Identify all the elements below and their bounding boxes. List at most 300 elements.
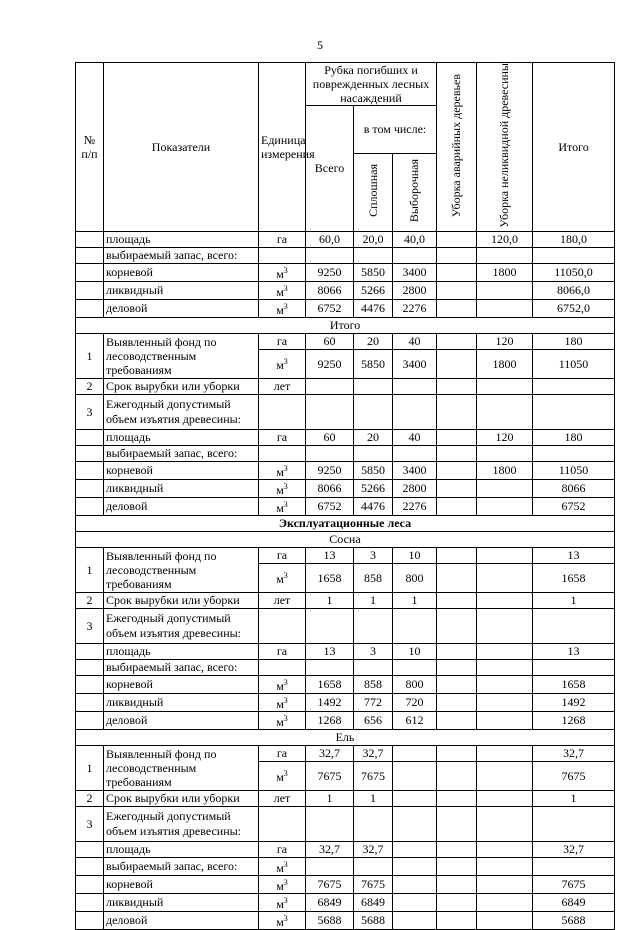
value-cell [533, 394, 615, 429]
value-cell: 11050 [533, 461, 615, 479]
label-cell: выбираемый запас, всего: [104, 445, 259, 461]
value-cell [393, 790, 437, 806]
value-cell: 8066 [533, 479, 615, 497]
value-cell: 7675 [354, 761, 393, 790]
value-cell: 120 [477, 429, 533, 445]
label-cell: выбираемый запас, всего: [104, 659, 259, 675]
unit-cell: га [259, 643, 306, 659]
unit-cell: $м^3$ [259, 479, 306, 497]
value-cell [437, 429, 477, 445]
value-cell: 4476 [354, 299, 393, 317]
value-cell: 7675 [354, 875, 393, 893]
value-cell [437, 659, 477, 675]
value-cell: 3400 [393, 461, 437, 479]
value-cell [306, 394, 354, 429]
num-cell: 1 [76, 333, 104, 378]
unit-cell: $м^3$ [259, 675, 306, 693]
table-row [76, 806, 615, 841]
value-cell [393, 745, 437, 761]
table-row [76, 608, 615, 643]
unit-cell: $м^3$ [259, 461, 306, 479]
value-cell: 20 [354, 333, 393, 349]
value-cell [437, 378, 477, 394]
value-cell [437, 349, 477, 378]
value-cell [533, 806, 615, 841]
value-cell: 7675 [533, 875, 615, 893]
value-cell: 1492 [306, 693, 354, 711]
unit-cell: $м^3$ [259, 693, 306, 711]
value-cell: 6752 [306, 497, 354, 515]
value-cell [477, 841, 533, 857]
header-including: в том числе: [354, 106, 437, 154]
header-clear: Сплошная [354, 153, 393, 231]
value-cell [437, 479, 477, 497]
unit-cell: лет [259, 592, 306, 608]
num-cell [76, 461, 104, 479]
value-cell: 1 [533, 790, 615, 806]
value-cell: 1 [354, 592, 393, 608]
unit-cell: $м^3$ [259, 893, 306, 911]
label-cell: площадь [104, 429, 259, 445]
table-row [76, 263, 615, 281]
table-row [76, 790, 615, 806]
table-row [76, 429, 615, 445]
value-cell: 13 [306, 643, 354, 659]
label-cell: корневой [104, 675, 259, 693]
label-cell: Выявленный фонд по лесоводственным требованиям [104, 745, 259, 790]
table-row [76, 841, 615, 857]
value-cell: 9250 [306, 263, 354, 281]
value-cell [533, 608, 615, 643]
value-cell: 5850 [354, 349, 393, 378]
unit-cell: га [259, 333, 306, 349]
unit-cell: $м^3$ [259, 281, 306, 299]
value-cell [477, 893, 533, 911]
value-cell [437, 299, 477, 317]
value-cell [306, 659, 354, 675]
value-cell: 1658 [306, 675, 354, 693]
value-cell: 20 [354, 429, 393, 445]
value-cell [477, 659, 533, 675]
value-cell [437, 790, 477, 806]
table-row [76, 461, 615, 479]
header-num: № п/п [76, 63, 104, 232]
value-cell [393, 445, 437, 461]
table-row [76, 857, 615, 875]
value-cell: 6849 [533, 893, 615, 911]
value-cell [437, 875, 477, 893]
table-row [76, 893, 615, 911]
value-cell: 60 [306, 333, 354, 349]
value-cell [477, 857, 533, 875]
value-cell [477, 592, 533, 608]
unit-cell [259, 608, 306, 643]
value-cell: 13 [306, 547, 354, 563]
value-cell [437, 608, 477, 643]
num-cell [76, 445, 104, 461]
unit-cell: $м^3$ [259, 711, 306, 729]
value-cell [437, 394, 477, 429]
value-cell [437, 857, 477, 875]
value-cell [437, 693, 477, 711]
value-cell: 3 [354, 547, 393, 563]
value-cell: 7675 [306, 875, 354, 893]
num-cell [76, 711, 104, 729]
label-cell: деловой [104, 911, 259, 929]
value-cell [437, 893, 477, 911]
num-cell [76, 281, 104, 299]
value-cell: 40,0 [393, 231, 437, 247]
section-title: Сосна [76, 531, 615, 547]
value-cell: 32,7 [306, 841, 354, 857]
unit-cell: $м^3$ [259, 911, 306, 929]
table-row [76, 911, 615, 929]
value-cell [533, 247, 615, 263]
label-cell: корневой [104, 461, 259, 479]
label-cell: Ежегодный допустимый объем изъятия древесины: [104, 394, 259, 429]
value-cell [477, 378, 533, 394]
unit-cell: га [259, 841, 306, 857]
unit-cell: га [259, 429, 306, 445]
value-cell: 1658 [533, 563, 615, 592]
value-cell [437, 806, 477, 841]
num-cell [76, 497, 104, 515]
unit-cell: лет [259, 378, 306, 394]
label-cell: Выявленный фонд по лесоводственным требованиям [104, 547, 259, 592]
value-cell: 32,7 [354, 745, 393, 761]
num-cell [76, 479, 104, 497]
value-cell [477, 693, 533, 711]
value-cell: 32,7 [533, 745, 615, 761]
value-cell [477, 875, 533, 893]
value-cell: 60,0 [306, 231, 354, 247]
value-cell [306, 378, 354, 394]
value-cell [306, 247, 354, 263]
value-cell: 5688 [306, 911, 354, 929]
section-row [76, 729, 615, 745]
value-cell [306, 608, 354, 643]
value-cell [437, 263, 477, 281]
value-cell [354, 857, 393, 875]
label-cell: Выявленный фонд по лесоводственным требованиям [104, 333, 259, 378]
header-total-cut: Всего [306, 106, 354, 232]
value-cell [354, 445, 393, 461]
label-cell: деловой [104, 711, 259, 729]
value-cell [477, 608, 533, 643]
value-cell: 656 [354, 711, 393, 729]
table-row [76, 378, 615, 394]
value-cell: 1 [306, 592, 354, 608]
value-cell: 2800 [393, 479, 437, 497]
num-cell [76, 643, 104, 659]
value-cell [533, 857, 615, 875]
num-cell: 3 [76, 608, 104, 643]
label-cell: деловой [104, 299, 259, 317]
label-cell: корневой [104, 263, 259, 281]
value-cell [533, 445, 615, 461]
section-title: Ель [76, 729, 615, 745]
value-cell [354, 608, 393, 643]
section-title: Эксплуатационные леса [76, 515, 615, 531]
value-cell [477, 761, 533, 790]
value-cell [393, 841, 437, 857]
num-cell [76, 841, 104, 857]
label-cell: площадь [104, 643, 259, 659]
value-cell: 1800 [477, 263, 533, 281]
value-cell: 6849 [306, 893, 354, 911]
value-cell: 8066 [306, 281, 354, 299]
value-cell: 5850 [354, 263, 393, 281]
label-cell: деловой [104, 497, 259, 515]
num-cell [76, 429, 104, 445]
value-cell: 40 [393, 333, 437, 349]
table-row [76, 299, 615, 317]
num-cell [76, 875, 104, 893]
unit-cell: $м^3$ [259, 563, 306, 592]
value-cell: 6752,0 [533, 299, 615, 317]
num-cell [76, 857, 104, 875]
value-cell: 9250 [306, 349, 354, 378]
value-cell: 8066 [306, 479, 354, 497]
table-row [76, 711, 615, 729]
value-cell: 3400 [393, 349, 437, 378]
value-cell [437, 497, 477, 515]
value-cell [306, 806, 354, 841]
value-cell [477, 445, 533, 461]
num-cell [76, 247, 104, 263]
value-cell: 4476 [354, 497, 393, 515]
value-cell [354, 659, 393, 675]
value-cell: 20,0 [354, 231, 393, 247]
value-cell: 10 [393, 643, 437, 659]
unit-cell [259, 445, 306, 461]
value-cell: 11050,0 [533, 263, 615, 281]
value-cell: 11050 [533, 349, 615, 378]
value-cell [354, 247, 393, 263]
num-cell [76, 231, 104, 247]
value-cell [533, 659, 615, 675]
value-cell: 5266 [354, 281, 393, 299]
value-cell [477, 563, 533, 592]
forest-table [75, 62, 615, 930]
value-cell [477, 247, 533, 263]
value-cell [437, 231, 477, 247]
value-cell [437, 281, 477, 299]
value-cell [477, 299, 533, 317]
label-cell: Ежегодный допустимый объем изъятия древесины: [104, 608, 259, 643]
value-cell: 612 [393, 711, 437, 729]
num-cell [76, 299, 104, 317]
value-cell: 3400 [393, 263, 437, 281]
unit-cell: $м^3$ [259, 761, 306, 790]
num-cell [76, 659, 104, 675]
num-cell [76, 675, 104, 693]
table-row [76, 875, 615, 893]
value-cell: 5850 [354, 461, 393, 479]
value-cell: 2276 [393, 497, 437, 515]
value-cell: 10 [393, 547, 437, 563]
label-cell: ликвидный [104, 281, 259, 299]
unit-cell: $м^3$ [259, 875, 306, 893]
section-row [76, 317, 615, 333]
value-cell: 1658 [533, 675, 615, 693]
unit-cell: $м^3$ [259, 299, 306, 317]
unit-cell: га [259, 547, 306, 563]
value-cell: 1 [393, 592, 437, 608]
table-row [76, 547, 615, 563]
value-cell [393, 875, 437, 893]
value-cell [393, 659, 437, 675]
value-cell: 5688 [354, 911, 393, 929]
value-cell [477, 806, 533, 841]
num-cell [76, 893, 104, 911]
value-cell: 800 [393, 675, 437, 693]
header-emergency: Уборка аварийных деревьев [437, 63, 477, 232]
value-cell [393, 893, 437, 911]
value-cell: 1 [533, 592, 615, 608]
table-row [76, 659, 615, 675]
table-row [76, 333, 615, 349]
unit-cell [259, 659, 306, 675]
section-title: Итого [76, 317, 615, 333]
header-selective: Выборочная [393, 153, 437, 231]
label-cell: Ежегодный допустимый объем изъятия древесины: [104, 806, 259, 841]
num-cell: 1 [76, 547, 104, 592]
value-cell [393, 806, 437, 841]
unit-cell: лет [259, 790, 306, 806]
value-cell [533, 378, 615, 394]
value-cell [437, 592, 477, 608]
value-cell [477, 547, 533, 563]
table-row [76, 231, 615, 247]
unit-cell: $м^3$ [259, 857, 306, 875]
label-cell: Срок вырубки или уборки [104, 790, 259, 806]
label-cell: ликвидный [104, 479, 259, 497]
value-cell: 800 [393, 563, 437, 592]
value-cell: 7675 [533, 761, 615, 790]
value-cell [437, 563, 477, 592]
value-cell [477, 643, 533, 659]
value-cell: 1800 [477, 349, 533, 378]
value-cell [306, 857, 354, 875]
table-row [76, 247, 615, 263]
value-cell: 6752 [533, 497, 615, 515]
value-cell: 120 [477, 333, 533, 349]
table-row [76, 497, 615, 515]
label-cell: корневой [104, 875, 259, 893]
section-row [76, 531, 615, 547]
value-cell: 2800 [393, 281, 437, 299]
value-cell [393, 394, 437, 429]
value-cell: 1268 [533, 711, 615, 729]
value-cell: 858 [354, 563, 393, 592]
section-row [76, 515, 615, 531]
unit-cell: $м^3$ [259, 497, 306, 515]
header-total: Итого [533, 63, 615, 232]
value-cell [393, 608, 437, 643]
value-cell [437, 333, 477, 349]
value-cell: 720 [393, 693, 437, 711]
header-unit: Единица измерения [259, 63, 306, 232]
value-cell: 772 [354, 693, 393, 711]
value-cell [393, 247, 437, 263]
value-cell [354, 378, 393, 394]
num-cell: 2 [76, 790, 104, 806]
value-cell [477, 911, 533, 929]
value-cell [437, 745, 477, 761]
value-cell [437, 547, 477, 563]
label-cell: выбираемый запас, всего: [104, 247, 259, 263]
table-row [76, 693, 615, 711]
num-cell [76, 911, 104, 929]
value-cell [477, 711, 533, 729]
value-cell [306, 445, 354, 461]
value-cell: 180 [533, 333, 615, 349]
value-cell: 2276 [393, 299, 437, 317]
value-cell: 5266 [354, 479, 393, 497]
value-cell: 13 [533, 643, 615, 659]
label-cell: Срок вырубки или уборки [104, 592, 259, 608]
header-group: Рубка погибших и поврежденных лесных насаждений [306, 63, 437, 106]
label-cell: ликвидный [104, 693, 259, 711]
num-cell: 3 [76, 806, 104, 841]
value-cell: 858 [354, 675, 393, 693]
value-cell [393, 911, 437, 929]
unit-cell [259, 394, 306, 429]
unit-cell [259, 806, 306, 841]
value-cell: 120,0 [477, 231, 533, 247]
label-cell: площадь [104, 231, 259, 247]
value-cell [477, 745, 533, 761]
unit-cell: га [259, 745, 306, 761]
value-cell [477, 790, 533, 806]
value-cell: 40 [393, 429, 437, 445]
num-cell: 3 [76, 394, 104, 429]
label-cell: ликвидный [104, 893, 259, 911]
value-cell: 1800 [477, 461, 533, 479]
table-row [76, 394, 615, 429]
value-cell: 6752 [306, 299, 354, 317]
value-cell: 13 [533, 547, 615, 563]
unit-cell [259, 247, 306, 263]
label-cell: площадь [104, 841, 259, 857]
unit-cell: $м^3$ [259, 349, 306, 378]
value-cell [393, 857, 437, 875]
header-nonliquid: Уборка неликвидной древесины [477, 63, 533, 232]
value-cell [477, 479, 533, 497]
num-cell: 2 [76, 592, 104, 608]
value-cell: 3 [354, 643, 393, 659]
value-cell: 1492 [533, 693, 615, 711]
value-cell: 1658 [306, 563, 354, 592]
unit-cell: га [259, 231, 306, 247]
num-cell: 2 [76, 378, 104, 394]
value-cell: 5688 [533, 911, 615, 929]
unit-cell: $м^3$ [259, 263, 306, 281]
value-cell: 180,0 [533, 231, 615, 247]
header-indicator: Показатели [104, 63, 259, 232]
value-cell [393, 761, 437, 790]
value-cell: 32,7 [533, 841, 615, 857]
value-cell: 8066,0 [533, 281, 615, 299]
value-cell [437, 761, 477, 790]
table-row [76, 592, 615, 608]
value-cell [437, 461, 477, 479]
value-cell: 1 [306, 790, 354, 806]
table-row [76, 643, 615, 659]
value-cell [437, 247, 477, 263]
value-cell [437, 675, 477, 693]
